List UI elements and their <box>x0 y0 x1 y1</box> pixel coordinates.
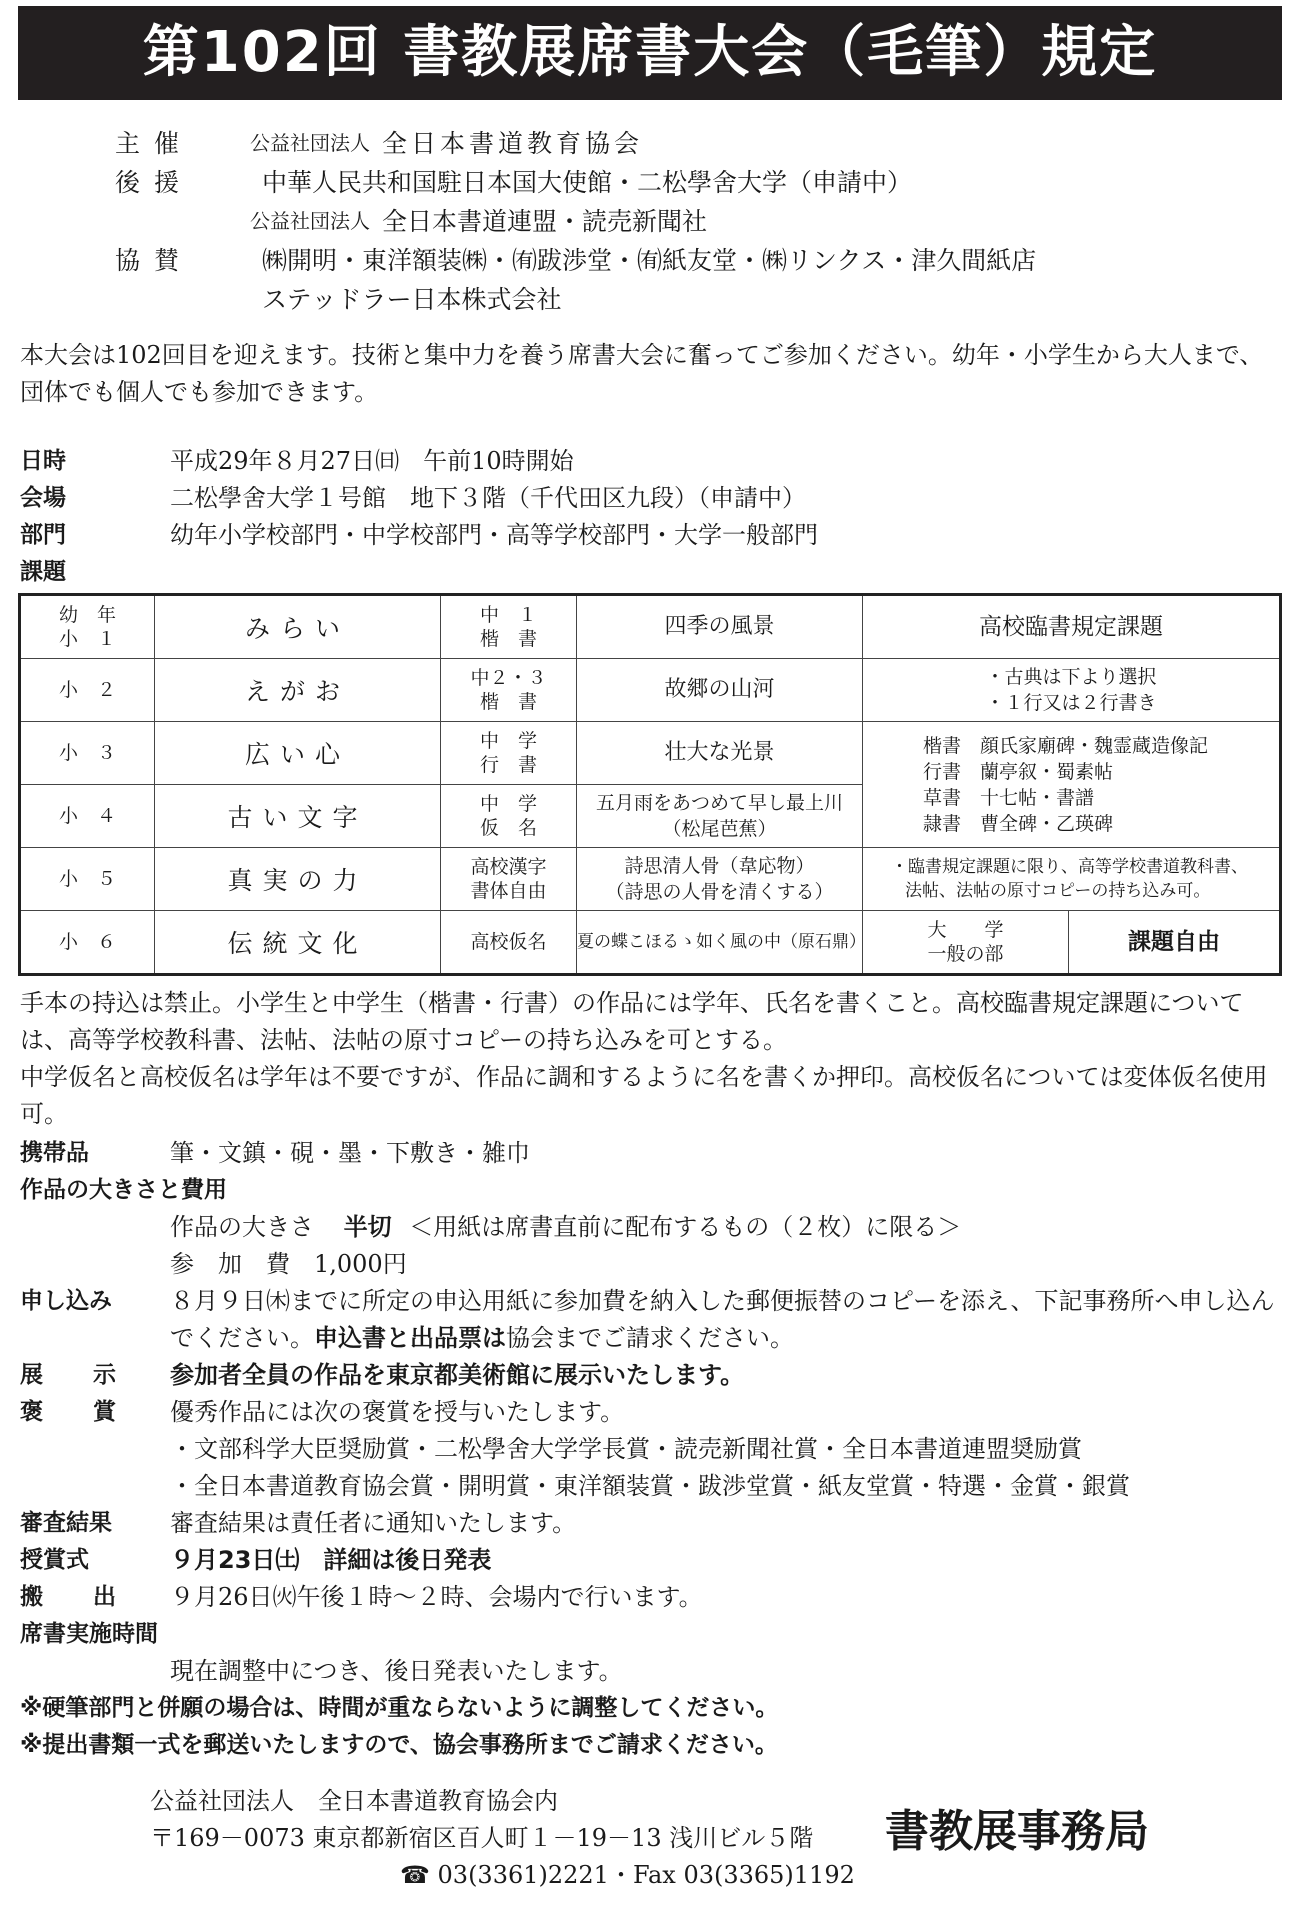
detail-label: 席書実施時間 <box>20 1621 158 1647</box>
topic-cell: 広い心 <box>155 722 441 785</box>
detail-value: 参 加 費 1,000円 <box>170 1250 407 1278</box>
warning-1: ※硬筆部門と併願の場合は、時間が重ならないように調整してください。 <box>20 1695 779 1721</box>
award-item: ・文部科学大臣奨励賞・二松學舍大学学長賞・読売新聞社賞・全日本書道連盟奨励賞 <box>170 1435 1082 1463</box>
detail-value: 審査結果は責任者に通知いたします。 <box>170 1509 577 1537</box>
detail-time-head <box>20 1616 1282 1653</box>
org-row-support-2 <box>115 200 1036 239</box>
org-row-sponsor <box>115 239 1036 278</box>
warning-2: ※提出書類一式を郵送いたしますので、協会事務所までご請求ください。 <box>20 1732 778 1758</box>
topic-cell <box>577 722 863 785</box>
topic-line: 四季の風景 <box>664 614 775 639</box>
table-row <box>20 595 1281 659</box>
table-row <box>20 722 1281 785</box>
univ-label <box>863 911 1069 975</box>
org-prefix: 公益社団法人 <box>250 131 370 155</box>
topic-cell <box>577 911 866 975</box>
footer <box>150 1783 855 1894</box>
high-school-note <box>863 848 1281 911</box>
org-label: 後援 <box>115 167 194 197</box>
grade-line: 幼 年 <box>58 604 116 626</box>
org-label: 主催 <box>115 128 194 158</box>
high-school-head: 高校臨書規定課題 <box>863 595 1281 659</box>
org-text: 中華人民共和国駐日本国大使館・二松學舍大学（申請中） <box>262 167 913 197</box>
topic-line: 夏の蝶こほるゝ如く風の中（原石鼎） <box>577 932 866 952</box>
grade-line: 書体自由 <box>470 880 547 902</box>
detail-out <box>20 1579 1282 1616</box>
grade-cell <box>441 722 577 785</box>
univ-label-line: 大 学 <box>927 919 1004 941</box>
apply-tail: 協会までご請求ください。 <box>506 1324 794 1352</box>
footer-address: 〒169－0073 東京都新宿区百人町１－19－13 浅川ビル５階 <box>150 1824 814 1852</box>
spacer <box>20 1246 170 1283</box>
note-paragraph: 中学仮名と高校仮名は学年は不要ですが、作品に調和するように名を書くか押印。高校仮名については変体仮名使用可。 <box>20 1063 1268 1128</box>
univ-label-line: 一般の部 <box>927 943 1004 965</box>
bureau-name: 書教展事務局 <box>885 1806 1149 1857</box>
detail-label: 作品の大きさと費用 <box>20 1177 227 1203</box>
grade-cell <box>441 659 577 722</box>
org-text: ㈱開明・東洋額装㈱・㈲跋渉堂・㈲紙友堂・㈱リンクス・津久間紙店 <box>262 245 1037 275</box>
rule-line: ・古典は下より選択 <box>985 666 1157 688</box>
grade-line: 中２・３ <box>470 667 547 689</box>
topic-cell: みらい <box>155 595 441 659</box>
info-value: 平成29年８月27日㈰ 午前10時開始 <box>170 447 574 475</box>
detail-label: 審査結果 <box>20 1510 112 1536</box>
detail-items <box>20 1135 1282 1172</box>
table-row <box>20 911 1281 975</box>
size-text: 作品の大きさ <box>170 1213 314 1241</box>
apply-text: ８月９日㈭までに所定の申込用紙に参加費を納入した郵便振替のコピーを添え、下記事務所へ申し込んでください。 <box>170 1287 1275 1352</box>
detail-label: 褒賞 <box>20 1399 166 1425</box>
detail-label: 搬出 <box>20 1584 166 1610</box>
univ-value: 課題自由 <box>1069 911 1281 975</box>
topics-table <box>18 593 1282 976</box>
page-title: 第102回 書教展席書大会（毛筆）規定 <box>18 6 1282 100</box>
detail-result <box>20 1505 1282 1542</box>
info-division <box>20 514 818 551</box>
grade-line: 仮 名 <box>479 817 537 839</box>
detail-value: 現在調整中につき、後日発表いたします。 <box>170 1657 623 1685</box>
topic-line: 壮大な光景 <box>664 740 775 765</box>
info-label: 日時 <box>20 448 66 474</box>
grade-cell: 小 ４ <box>20 785 155 848</box>
notes <box>20 985 1282 1133</box>
org-text: 全日本書道連盟・読売新聞社 <box>382 206 708 236</box>
grade-line: 楷 書 <box>479 691 537 713</box>
topic-cell: えがお <box>155 659 441 722</box>
info-venue <box>20 477 818 514</box>
topic-cell <box>577 659 863 722</box>
grade-cell: 高校仮名 <box>441 911 577 975</box>
size-note: ＜用紙は席書直前に配布するもの（２枚）に限る＞ <box>409 1213 962 1241</box>
detail-label: 授賞式 <box>20 1547 89 1573</box>
grade-line: 行 書 <box>479 754 537 776</box>
topic-line: （松尾芭蕉） <box>662 818 777 840</box>
detail-value: ９月23日㈯ 詳細は後日発表 <box>170 1546 492 1574</box>
org-prefix: 公益社団法人 <box>250 209 370 233</box>
grade-cell: 小 ５ <box>20 848 155 911</box>
detail-time <box>20 1653 1282 1690</box>
grade-cell: 小 ２ <box>20 659 155 722</box>
note-paragraph: 手本の持込は禁止。小学生と中学生（楷書・行書）の作品には学年、氏名を書くこと。高校臨書規定課題については、高等学校教科書、法帖、法帖の原寸コピーの持ち込みを可とする。 <box>20 989 1244 1054</box>
grade-cell <box>441 848 577 911</box>
detail-value: 参加者全員の作品を東京都美術館に展示いたします。 <box>170 1361 745 1389</box>
list-item: 行書 蘭亭叙・蜀素帖 <box>923 760 1114 783</box>
topic-cell: 古い文字 <box>155 785 441 848</box>
footer-tel: ☎ 03(3361)2221・Fax 03(3365)1192 <box>400 1861 855 1889</box>
size-bold: 半切 <box>343 1213 392 1241</box>
rule-line: ・１行又は２行書き <box>985 692 1157 714</box>
grade-line: 小 １ <box>58 628 116 650</box>
detail-value: ９月26日㈫午後１時～２時、会場内で行います。 <box>170 1583 703 1611</box>
topic-line: 故郷の山河 <box>664 677 775 702</box>
topic-cell <box>577 595 863 659</box>
note-line: 法帖、法帖の原寸コピーの持ち込み可。 <box>905 881 1211 901</box>
topic-line: （詩思の人骨を清くする） <box>605 881 834 903</box>
table-row <box>20 848 1281 911</box>
detail-label: 展示 <box>20 1362 166 1388</box>
grade-cell <box>20 595 155 659</box>
info-topic <box>20 551 818 588</box>
grade-cell: 小 ６ <box>20 911 155 975</box>
topic-cell: 真実の力 <box>155 848 441 911</box>
detail-value <box>170 1209 1282 1246</box>
info-value: 幼年小学校部門・中学校部門・高等学校部門・大学一般部門 <box>170 521 818 549</box>
detail-fee <box>20 1246 1282 1283</box>
org-text: ステッドラー日本株式会社 <box>262 284 562 314</box>
info-label: 会場 <box>20 485 66 511</box>
topic-cell <box>577 848 863 911</box>
grade-line: 高校漢字 <box>470 856 547 878</box>
table-row <box>20 659 1281 722</box>
list-item: 楷書 顔氏家廟碑・魏霊蔵造像記 <box>923 734 1209 757</box>
detail-award <box>20 1394 1282 1505</box>
note-line: ・臨書規定課題に限り、高等学校書道教科書、 <box>891 857 1248 877</box>
org-row-sponsor-2 <box>115 278 1036 317</box>
footer-org: 公益社団法人 全日本書道教育協会内 <box>150 1787 558 1815</box>
topic-cell: 伝統文化 <box>155 911 441 975</box>
grade-line: 中 学 <box>479 793 537 815</box>
detail-value: 筆・文鎮・硯・墨・下敷き・雑巾 <box>170 1139 530 1167</box>
grade-line: 中 １ <box>479 604 537 626</box>
info-label: 課題 <box>20 559 66 585</box>
topic-line: 詩思清人骨（韋応物） <box>624 855 815 877</box>
detail-apply <box>20 1283 1282 1357</box>
award-text: 優秀作品には次の褒賞を授与いたします。 <box>170 1398 625 1426</box>
org-text: 全日本書道教育協会 <box>382 128 644 158</box>
apply-bold: 申込書と出品票は <box>314 1324 506 1352</box>
list-item: 草書 十七帖・書譜 <box>923 786 1095 809</box>
grade-cell: 小 ３ <box>20 722 155 785</box>
topic-cell <box>577 785 863 848</box>
details <box>20 1135 1282 1764</box>
org-row-host <box>115 122 1036 161</box>
grade-line: 楷 書 <box>479 628 537 650</box>
info-label: 部門 <box>20 522 66 548</box>
intro-text: 本大会は102回目を迎えます。技術と集中力を養う席書大会に奮ってご参加ください。幼年・小学生から大人まで、団体でも個人でも参加できます。 <box>20 341 1264 406</box>
event-info <box>20 440 818 588</box>
detail-label: 携帯品 <box>20 1140 89 1166</box>
info-value: 二松學舍大学１号館 地下３階（千代田区九段）（申請中） <box>170 484 806 512</box>
grade-cell <box>441 785 577 848</box>
detail-label: 申し込み <box>20 1288 112 1314</box>
award-item: ・全日本書道教育協会賞・開明賞・東洋額装賞・跋渉堂賞・紙友堂賞・特選・金賞・銀賞 <box>170 1472 1130 1500</box>
org-row-support <box>115 161 1036 200</box>
grade-line: 中 学 <box>479 730 537 752</box>
detail-exhibit <box>20 1357 1282 1394</box>
topic-line: 五月雨をあつめて早し最上川 <box>595 792 843 814</box>
detail-size-head <box>20 1172 1282 1209</box>
organizers <box>115 122 1036 317</box>
list-item: 隷書 曹全碑・乙瑛碑 <box>923 812 1114 835</box>
org-label: 協賛 <box>115 245 194 275</box>
grade-cell <box>441 595 577 659</box>
high-school-list <box>863 722 1281 848</box>
detail-value <box>170 1283 1282 1357</box>
spacer <box>20 1653 170 1690</box>
spacer <box>20 1209 170 1246</box>
info-date <box>20 440 818 477</box>
detail-value <box>170 1394 1282 1505</box>
high-school-rule <box>863 659 1281 722</box>
detail-size <box>20 1209 1282 1246</box>
detail-ceremony <box>20 1542 1282 1579</box>
